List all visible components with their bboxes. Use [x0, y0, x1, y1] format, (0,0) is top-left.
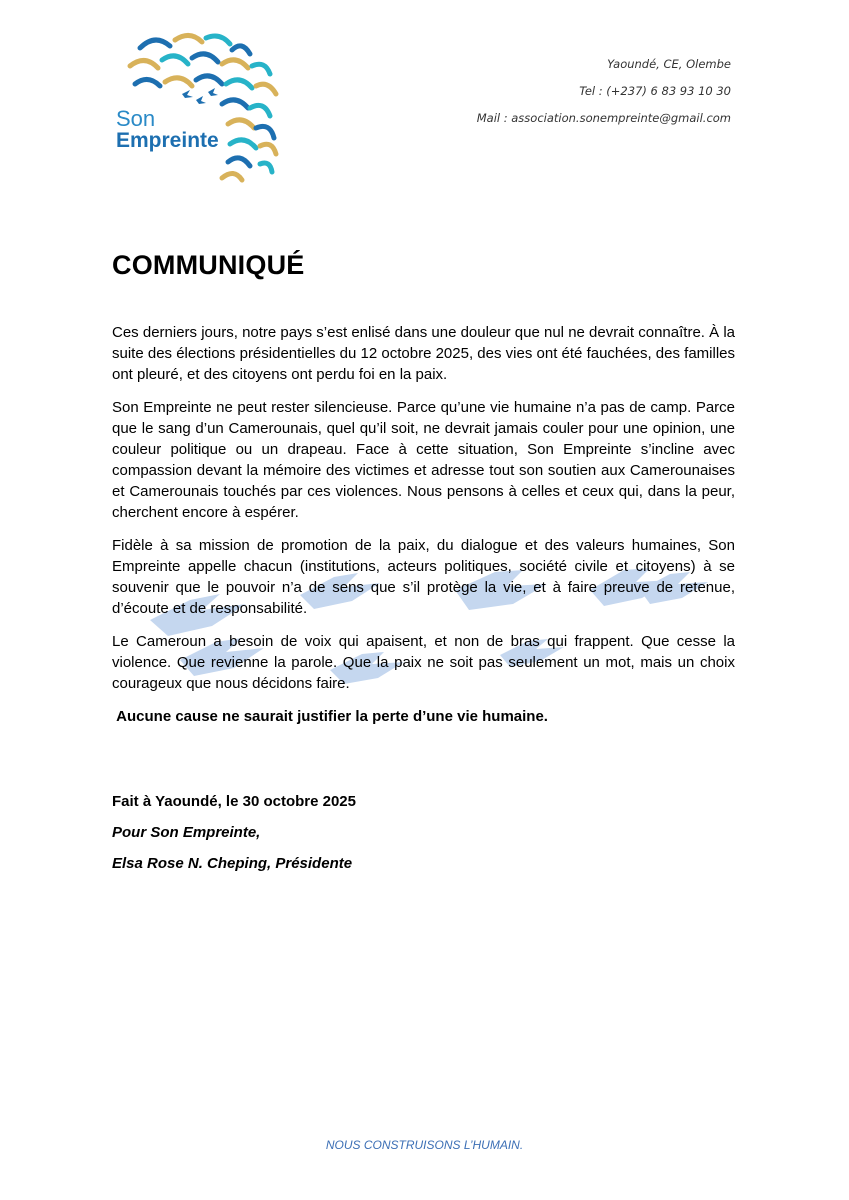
signatory: Elsa Rose N. Cheping, Présidente	[112, 855, 353, 872]
mail-text: Mail : association.sonempreinte@gmail.com	[476, 111, 731, 125]
place-date: Fait à Yaoundé, le 30 octobre 2025	[112, 793, 356, 810]
signature-block	[112, 792, 356, 885]
address-text: Yaoundé, CE, Olembe	[607, 57, 731, 71]
phone-text: Tel : (+237) 6 83 93 10 30	[579, 84, 731, 98]
paragraph: Ces derniers jours, notre pays s’est enlisé dans une douleur que nul ne devrait connaître. À la suite des élections présidentielles du 12 octobre 2025, des vies ont été fauchées, des familles ont pleuré, et des citoyens ont perdu foi en la paix.	[112, 324, 735, 383]
logo-text-empreinte: Empreinte	[116, 129, 219, 152]
paragraph: Son Empreinte ne peut rester silencieuse. Parce qu’une vie humaine n’a pas de camp. Parce que le sang d’un Camerounais, quel qu’il soit, ne devrait jamais couler pour une opinion, une couleur politique ou un drapeau. Face à cette situation, Son Empreinte s’incline avec compassion devant la mémoire des victimes et adresse tout son soutien aux Camerounaises et Camerounais touchés par ces violences. Nous pensons à celles et ceux qui, dans la peur, cherchent encore à espérer.	[112, 399, 735, 521]
communique-body	[112, 322, 735, 739]
for-line: Pour Son Empreinte,	[112, 824, 261, 841]
logo-text-son: Son	[116, 106, 156, 131]
closing-statement: Aucune cause ne saurait justifier la perte d’une vie humaine.	[116, 708, 548, 725]
paragraph: Le Cameroun a besoin de voix qui apaisent, et non de bras qui frappent. Que cesse la violence. Que revienne la parole. Que la paix ne soit pas seulement un mot, mais un choix courageux que nous décidons faire.	[112, 633, 735, 692]
contact-block	[477, 55, 731, 136]
logo	[110, 28, 300, 188]
page-title: COMMUNIQUÉ	[112, 250, 305, 280]
footer-tagline: NOUS CONSTRUISONS L’HUMAIN.	[325, 1138, 524, 1152]
paragraph: Fidèle à sa mission de promotion de la paix, du dialogue et des valeurs humaines, Son Empreinte appelle chacun (institutions, acteurs politiques, société civile et citoyens) à se souvenir que le pouvoir n’a de sens que s’il protège la vie, et à faire preuve de retenue, d’écoute et de responsabilité.	[112, 537, 735, 617]
